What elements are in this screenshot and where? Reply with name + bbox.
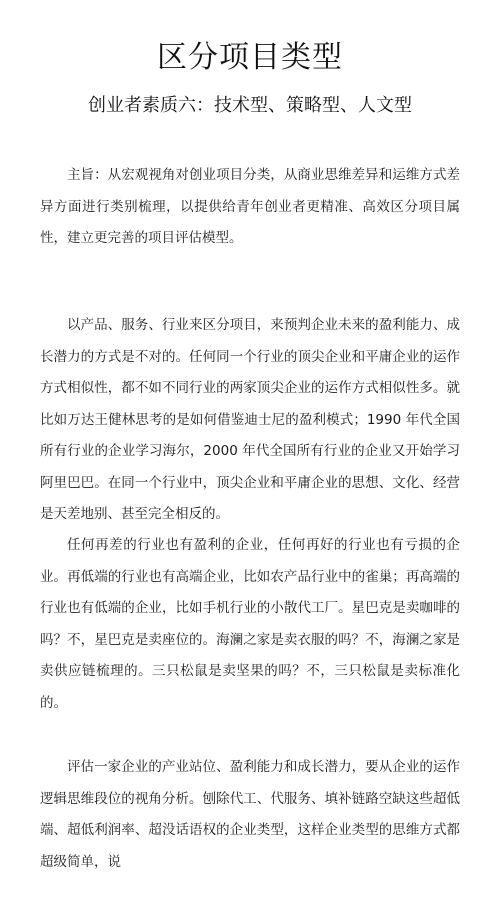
- paragraph-summary: 主旨：从宏观视角对创业项目分类，从商业思维差异和运维方式差异方面进行类别梳理，以提供给青年创业者更精准、高效区分项目属性，建立更完善的项目评估模型。: [40, 167, 460, 246]
- page-title: 区分项目类型: [157, 40, 343, 75]
- paragraph: 评估一家企业的产业站位、盈利能力和成长潜力，要从企业的运作逻辑思维段位的视角分析。刨除代工、代服务、填补链路空缺这些超低端、超低利润率、超没话语权的企业类型，这样企业类型的思维方式都超级简单，说: [40, 759, 460, 870]
- paragraph: 以产品、服务、行业来区分项目，来预判企业未来的盈利能力、成长潜力的方式是不对的。任何同一个行业的顶尖企业和平庸企业的运作方式相似性，都不如不同行业的两家顶尖企业的运作方式相似性多。就比如万达王健林思考的是如何借鉴迪士尼的盈利模式；1990 年代全国所有行业的企业学习海尔，2000 年代全国所有行业的企业又开始学习阿里巴巴。在同一个行业中，顶尖企业和平庸企业的思想、文化、经营是天差地别、甚至完全相反的。: [40, 317, 460, 522]
- page-subtitle: 创业者素质六：技术型、策略型、人文型: [88, 95, 412, 116]
- paragraph: 任何再差的行业也有盈利的企业，任何再好的行业也有亏损的企业。再低端的行业也有高端企业，比如农产品行业中的雀巢；再高端的行业也有低端的企业，比如手机行业的小散代工厂。星巴克是卖咖啡的吗？不，星巴克是卖座位的。海澜之家是卖衣服的吗？不，海澜之家是卖供应链梳理的。三只松鼠是卖坚果的吗？不，三只松鼠是卖标准化的。: [40, 537, 460, 711]
